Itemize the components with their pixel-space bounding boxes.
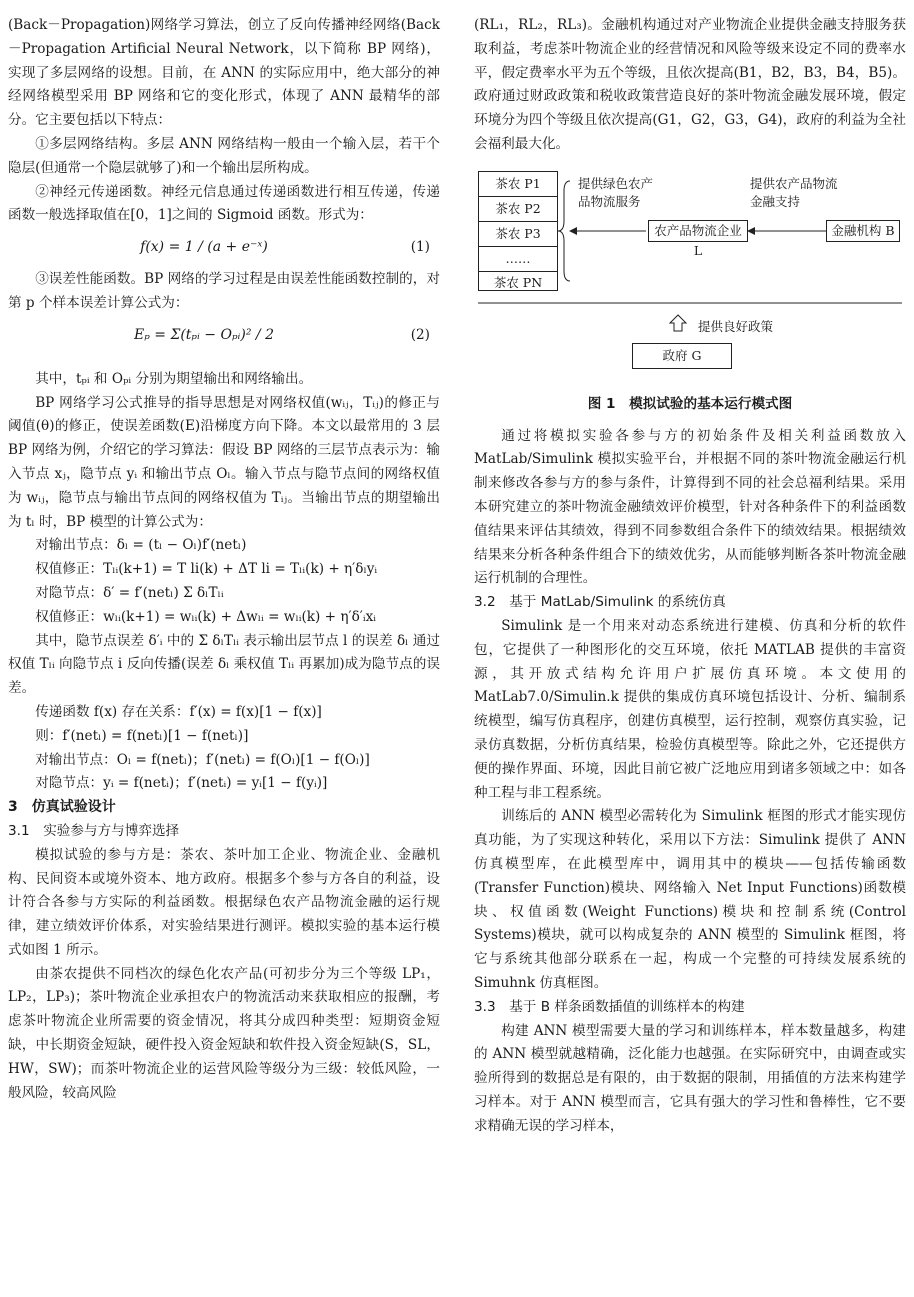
farmer-stack [478, 171, 558, 291]
paragraph: 由茶农提供不同档次的绿色化农产品(可初步分为三个等级 LP₁，LP₂，LP₃)；茶叶物流企业承担农户的物流活动来获取相应的报酬，考虑茶叶物流企业所需要的资金情况，将其分成四种类型：短期资金短缺，中长期资金短缺，硬件投入资金短缺和软件投入资金短缺(S，SL，HW，SW)；而茶叶物流企业的运营风险等级分为三级：较低风险，一般风险，较高风险 [8, 965, 440, 1101]
paragraph: 其中，隐节点误差 δ′ᵢ 中的 Σ δₗTₗᵢ 表示输出层节点 l 的误差 δₗ 通过权值 Tₗᵢ 向隐节点 i 反向传播(误差 δₗ 乘权值 Tₗᵢ 再累加)成为隐节点的误差。 [8, 632, 440, 697]
formula-line: 则：f′(netₗ) = f(netₗ)[1 − f(netₗ)] [35, 727, 249, 744]
right-column [474, 14, 906, 1138]
paragraph: ①多层网络结构。多层 ANN 网络结构一般由一个输入层，若干个隐层(但通常一个隐层就够了)和一个输出层所构成。 [8, 135, 440, 176]
formula-line: 对隐节点：δ′ = f′(netₗ) Σ δₗTₗᵢ [35, 584, 224, 601]
formula-line: 对隐节点：yᵢ = f(netᵢ)；f′(netᵢ) = yᵢ[1 − f(yᵢ)] [35, 775, 328, 792]
farmer-box: 茶农 P1 [479, 172, 557, 197]
government-box: 政府 G [632, 343, 732, 369]
equation-1 [8, 228, 440, 268]
farmer-box: 茶农 P3 [479, 222, 557, 247]
formula-line: 权值修正：Tₗᵢ(k+1) = T li(k) + ΔT li = Tₗᵢ(k) + η′δₗyᵢ [35, 561, 378, 578]
section-heading: 3 仿真试验设计 [8, 799, 116, 816]
paragraph: Simulink 是一个用来对动态系统进行建模、仿真和分析的软件包，它提供了一种图形化的交互环境，依托 MATLAB 提供的丰富资源，其开放式结构允许用户扩展仿真环境。本文使用的 MatLab7.0/Simulin.k 提供的集成仿真环境包括设计、分析、编制系统模型，编写仿真程序，创建仿真模型，运行控制，观察仿真实验，记录仿真数据，分析仿真结果，检验仿真模型等。除此之外，它还提供方便的操作界面、环境，因此目前它被广泛地应用到诸多领域之中：如各种工程与非工程系统。 [474, 617, 906, 801]
paragraph: 训练后的 ANN 模型必需转化为 Simulink 框图的形式才能实现仿真功能，为了实现这种转化，采用以下方法：Simulink 提供了 ANN 仿真模型库，在此模型库中，调用其中的模块——包括传输函数(Transfer Function)模块、网络输入 Net Input Functions)函数模块、权值函数(Weight Functions)模块和控制系统(Control Systems)模块，就可以构成复杂的 ANN 模型的 Simulink 框图，将它与系统其他部分联系在一起，构成一个完整的可持续发展系统的 Simuhnk 仿真框图。 [474, 808, 906, 991]
paragraph: (RL₁，RL₂，RL₃)。金融机构通过对产业物流企业提供金融支持服务获取利益，考虑茶叶物流企业的经营情况和风险等级来设定不同的费率水平，假定费率水平为五个等级，且依次提高(B1，B2，B3，B4，B5)。政府通过财政政策和税收政策营造良好的茶叶物流金融发展环境，假定环境分为四个等级且依次提高(G1，G2，G3，G4)，政府的利益为全社会福利最大化。 [474, 17, 906, 152]
farmer-box: …… [479, 247, 557, 272]
equation-2 [8, 316, 440, 368]
paragraph: (Back－Propagation)网络学习算法，创立了反向传播神经网络(Back－Propagation Artificial Neural Network，以下简称 BP 网络)，实现了多层网络的设想。目前，在 ANN 的实际应用中，绝大部分的神经网络模型采用 BP 网络和它的变化形式，体现了 ANN 最精华的部分。它主要包括以下特点： [8, 17, 440, 129]
subsection-heading: 3.1 实验参与方与博弈选择 [8, 822, 180, 839]
paragraph: 构建 ANN 模型需要大量的学习和训练样本，样本数量越多，构建的 ANN 模型就越精确，泛化能力也越强。在实际研究中，由调查或实验所得到的数据总是有限的，由于数据的限制，用插值的方法来构建学习样本。对于 ANN 模型而言，它具有强大的学习性和鲁棒性，它不要求精确无误的学习样本， [474, 1022, 906, 1134]
farmer-box: 茶农 PN [493, 274, 543, 290]
paragraph: ③误差性能函数。BP 网络的学习过程是由误差性能函数控制的，对第 p 个样本误差计算公式为： [8, 271, 440, 311]
equation-body: Eₚ = Σ(tₚᵢ − Oₚᵢ)² / 2 [134, 326, 274, 343]
paragraph: 通过将模拟实验各参与方的初始条件及相关利益函数放入 MatLab/Simulink 模拟实验平台，并根据不同的茶叶物流金融运行机制来修改各参与方的参与条件，计算得到不同的社会总福利结果。采用本研究建立的茶叶物流金融绩效评价模型，针对各种条件下的利益函数值结果来评估其绩效，得到不同参数组合条件下的绩效结果。根据绩效结果来分析各种条件组合下的绩效优劣，从而能够判断各茶叶物流金融运行机制的合理性。 [474, 427, 906, 587]
paragraph: ②神经元传递函数。神经元信息通过传递函数进行相互传递，传递函数一般选择取值在[0，1]之间的 Sigmoid 函数。形式为： [8, 183, 440, 224]
logistics-box: 农产品物流企业 L [648, 220, 748, 242]
subsection-heading: 3.3 基于 B 样条函数插值的训练样本的构建 [474, 998, 745, 1015]
equation-number: (1) [410, 239, 430, 256]
green-service-label: 提供绿色农产品物流服务 [578, 175, 654, 209]
policy-label: 提供良好政策 [698, 318, 774, 334]
figure-1 [474, 171, 906, 387]
finance-support-label: 提供农产品物流金融支持 [750, 175, 838, 209]
formula-line: 对输出节点：δₗ = (tₗ − Oₗ)f′(netₗ) [35, 537, 247, 554]
formula-line: 传递函数 f(x) 存在关系：f′(x) = f(x)[1 − f(x)] [35, 703, 322, 720]
left-column [8, 14, 440, 1105]
subsection-heading: 3.2 基于 MatLab/Simulink 的系统仿真 [474, 594, 726, 611]
equation-number: (2) [410, 326, 430, 343]
formula-line: 对输出节点：Oₗ = f(netₗ)；f′(netₗ) = f(Oₗ)[1 − f(Oₗ)] [35, 751, 370, 768]
paragraph: BP 网络学习公式推导的指导思想是对网络权值(wᵢⱼ，Tᵢⱼ)的修正与阈值(θ)的修正，使误差函数(E)沿梯度方向下降。本文以最常用的 3 层 BP 网络为例，介绍它的学习算法：假设 BP 网络的三层节点表示为：输入节点 xⱼ，隐节点 yᵢ 和输出节点 Oₗ。输入节点与隐节点间的网络权值为 wᵢⱼ，隐节点与输出节点间的网络权值为 Tᵢⱼ。当输出节点的期望输出为 tₗ 时，BP 模型的计算公式为： [8, 394, 440, 530]
bank-box: 金融机构 B [826, 220, 900, 242]
farmer-box: 茶农 P2 [479, 197, 557, 222]
paragraph: 其中，tₚᵢ 和 Oₚᵢ 分别为期望输出和网络输出。 [35, 370, 313, 387]
formula-line: 权值修正：wₗᵢ(k+1) = wₗᵢ(k) + Δwₗᵢ = wₗᵢ(k) + η′δ′ᵢxᵢ [35, 608, 376, 625]
figure-caption: 图 1 模拟试验的基本运行模式图 [587, 395, 793, 412]
equation-body: f(x) = 1 / (a + e⁻ˣ) [140, 239, 268, 256]
paragraph: 模拟试验的参与方是：茶农、茶叶加工企业、物流企业、金融机构、民间资本或境外资本、地方政府。根据多个参与方各自的利益，设计符合各参与方实际的利益函数。根据绿色农产品物流金融的运行规律，建立绩效评价体系，对实验结果进行测评。模拟实验的基本运行模式如图 1 所示。 [8, 846, 440, 958]
